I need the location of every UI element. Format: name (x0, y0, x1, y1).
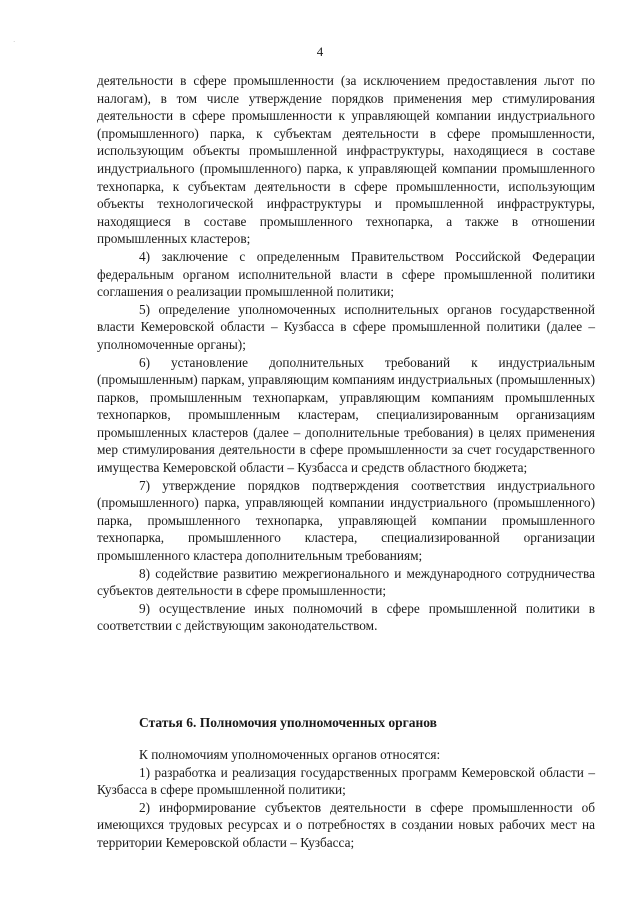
article-5-continued (97, 72, 595, 635)
paragraph-item-9: 9) осуществление иных полномочий в сфере промышленной политики в соответствии с действующим законодательством. (97, 600, 595, 634)
paragraph-item-4: 4) заключение с определенным Правительством Российской Федерации федеральным органом исполнительной власти в сфере промышленной политики соглашения о реализации промышленной политики; (97, 248, 595, 300)
paragraph-item-7: 7) утверждение порядков подтверждения соответствия индустриального (промышленного) парка, управляющей компании индустриального (промышленного) парка, промышленного технопарка, управляющей компании промышленного технопарка, промышленного кластера, специализированной организации промышленного кластера дополнительным требованиям; (97, 477, 595, 564)
page-number: 4 (316, 44, 324, 59)
paragraph-item-8: 8) содействие развитию межрегионального и международного сотрудничества субъектов деятельности в сфере промышленности; (97, 565, 595, 599)
paragraph-intro: К полномочиям уполномоченных органов относятся: (139, 747, 441, 762)
article-6-heading: Статья 6. Полномочия уполномоченных органов (139, 715, 437, 730)
paragraph-item-6: 6) установление дополнительных требований к индустриальным (промышленным) паркам, управляющим компаниям индустриальных (промышленных) парков, промышленным технопаркам, управляющим компаниям промышленных технопарков, промышленным кластерам, специализированным организациям промышленных кластеров (далее – дополнительные требования) в целях применения мер стимулирования деятельности в сфере промышленности за счет государственного имущества Кемеровской области – Кузбасса и средств областного бюджета; (97, 354, 595, 476)
paragraph-item-1: 1) разработка и реализация государственных программ Кемеровской области – Кузбасса в сфере промышленной политики; (97, 764, 595, 798)
paragraph-item-2: 2) информирование субъектов деятельности в сфере промышленности об имеющихся трудовых ресурсах и о потребностях в создании новых рабочих мест на территории Кемеровской области – Кузбасса; (97, 799, 595, 850)
edge-mark: · (13, 38, 16, 46)
article-6-body (97, 746, 595, 852)
paragraph-item-5: 5) определение уполномоченных исполнительных органов государственной власти Кемеровской области – Кузбасса в сфере промышленной политики (далее – уполномоченные органы); (97, 301, 595, 352)
paragraph-item-3-continued: деятельности в сфере промышленности (за исключением предоставления льгот по налогам), в том числе утверждение порядков применения мер стимулирования деятельности в сфере промышленности к управляющей компании индустриального (промышленного) парка, к субъектам деятельности в сфере промышленности, использующим объекты промышленной инфраструктуры, находящиеся в составе индустриального (промышленного) парка, к управляющей компании промышленного технопарка, к субъектам деятельности в сфере промышленности, использующим объекты технологической инфраструктуры и промышленной инфраструктуры, находящиеся в составе промышленного технопарка, а также в отношении промышленных кластеров; (97, 73, 595, 247)
